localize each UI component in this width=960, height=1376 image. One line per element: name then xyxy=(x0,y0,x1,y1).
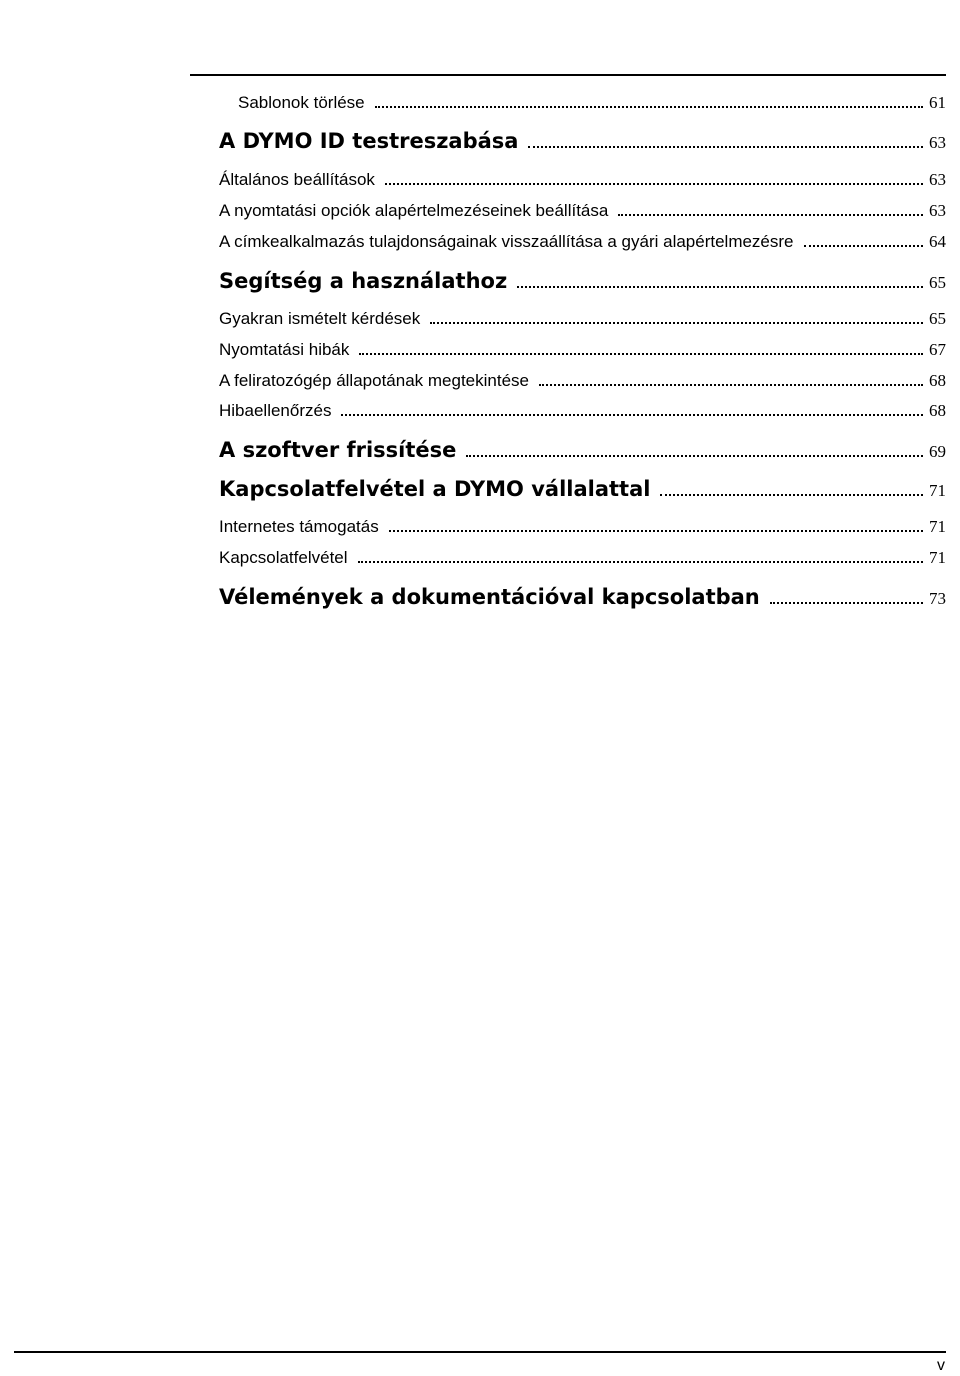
header-rule xyxy=(190,74,946,76)
toc-dot-leader xyxy=(385,182,923,185)
toc-entry-page: 68 xyxy=(929,371,946,390)
toc-dot-leader xyxy=(389,529,923,532)
toc-entry[interactable] xyxy=(219,371,946,391)
toc-entry-title: Gyakran ismételt kérdések xyxy=(219,309,421,328)
toc-entry-title: Internetes támogatás xyxy=(219,517,379,536)
toc-dot-leader xyxy=(359,352,923,355)
toc-chapter-page: 69 xyxy=(929,442,946,461)
toc-dot-leader xyxy=(517,285,923,288)
toc-chapter[interactable] xyxy=(219,437,946,463)
toc-entry-title: A címkealkalmazás tulajdonságainak visszaállítása a gyári alapértelmezésre xyxy=(219,232,794,251)
toc-entry-title: Kapcsolatfelvétel xyxy=(219,548,348,567)
footer-rule xyxy=(14,1351,946,1353)
toc-dot-leader xyxy=(804,244,923,247)
toc-dot-leader xyxy=(375,105,923,108)
toc-chapter-title: Segítség a használathoz xyxy=(219,269,508,293)
toc-dot-leader xyxy=(660,493,923,496)
toc-entry-page: 65 xyxy=(929,309,946,328)
toc-entry[interactable] xyxy=(219,309,946,329)
toc-chapter[interactable] xyxy=(219,476,946,502)
toc-dot-leader xyxy=(358,560,923,563)
toc-chapter-title: Kapcsolatfelvétel a DYMO vállalattal xyxy=(219,477,651,501)
toc-entry[interactable] xyxy=(219,548,946,568)
toc-chapter[interactable] xyxy=(219,584,946,610)
toc-entry[interactable] xyxy=(219,201,946,221)
toc-chapter-page: 65 xyxy=(929,273,946,292)
toc-chapter[interactable] xyxy=(219,128,946,154)
toc-chapter-title: Vélemények a dokumentációval kapcsolatban xyxy=(219,585,760,609)
toc-entry[interactable] xyxy=(219,170,946,190)
toc-chapter-page: 71 xyxy=(929,481,946,500)
toc-entry[interactable] xyxy=(238,93,946,113)
toc-dot-leader xyxy=(539,383,923,386)
toc-entry-page: 67 xyxy=(929,340,946,359)
toc-dot-leader xyxy=(466,454,923,457)
toc-dot-leader xyxy=(618,213,923,216)
toc-dot-leader xyxy=(770,601,923,604)
toc-entry-title: Általános beállítások xyxy=(219,170,375,189)
toc-entry-page: 71 xyxy=(929,548,946,567)
toc-chapter-title: A DYMO ID testreszabása xyxy=(219,129,519,153)
toc-chapter[interactable] xyxy=(219,268,946,294)
toc-entry-title: A nyomtatási opciók alapértelmezéseinek beállítása xyxy=(219,201,609,220)
toc-dot-leader xyxy=(430,321,923,324)
toc-entry-page: 63 xyxy=(929,170,946,189)
page-number: v xyxy=(937,1357,945,1374)
toc-entry-title: A feliratozógép állapotának megtekintése xyxy=(219,371,529,390)
toc-entry-page: 61 xyxy=(929,93,946,112)
toc-entry[interactable] xyxy=(219,340,946,360)
toc-entry-page: 68 xyxy=(929,401,946,420)
toc-entry[interactable] xyxy=(219,401,946,421)
toc-entry-page: 71 xyxy=(929,517,946,536)
toc-entry-title: Sablonok törlése xyxy=(238,93,365,112)
toc-chapter-title: A szoftver frissítése xyxy=(219,438,457,462)
toc-dot-leader xyxy=(341,413,923,416)
toc-entry-page: 63 xyxy=(929,201,946,220)
toc-entry-title: Hibaellenőrzés xyxy=(219,401,332,420)
toc-chapter-page: 63 xyxy=(929,133,946,152)
toc-chapter-page: 73 xyxy=(929,589,946,608)
toc-entry-title: Nyomtatási hibák xyxy=(219,340,350,359)
toc-entry[interactable] xyxy=(219,232,946,252)
toc-dot-leader xyxy=(528,145,923,148)
toc-entry[interactable] xyxy=(219,517,946,537)
toc-entry-page: 64 xyxy=(929,232,946,251)
